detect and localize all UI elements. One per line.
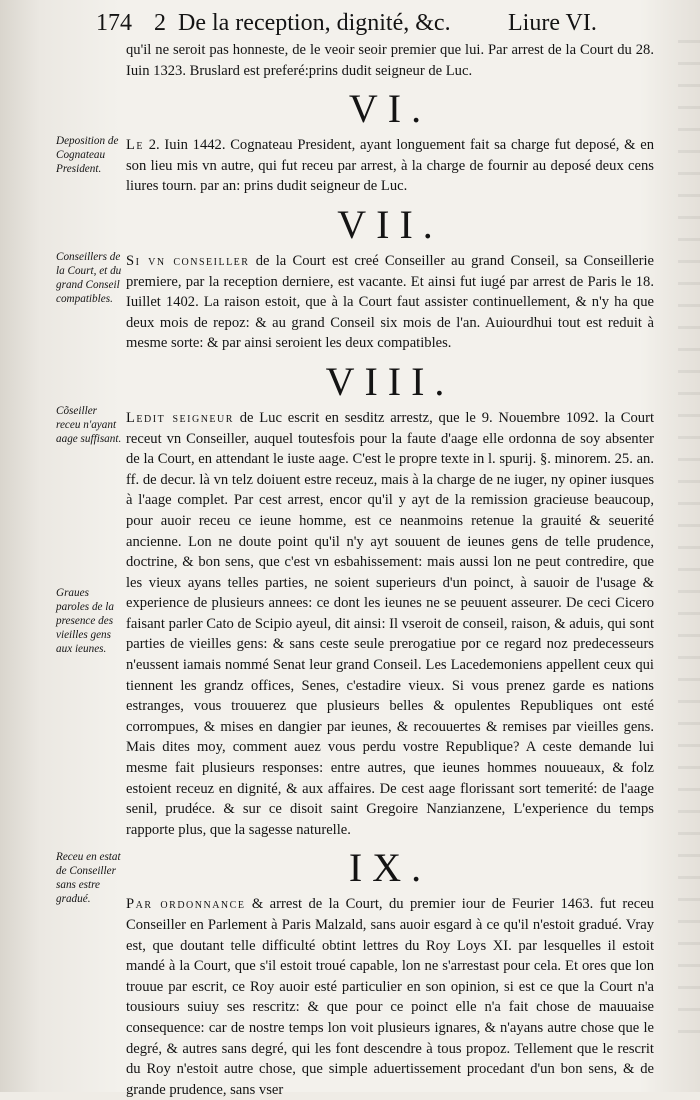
lead-words: Si vn conseiller bbox=[126, 252, 250, 269]
margin-note: Conseillers de la Court, et du grand Conseil compatibles. bbox=[56, 251, 122, 305]
section-heading: IX. bbox=[348, 845, 432, 891]
paragraph bbox=[126, 408, 654, 840]
margin-note: Deposition de Cognateau President. bbox=[56, 135, 119, 175]
paragraph-text: de la Court est creé Conseiller au grand Conseil, sa Conseillerie premiere, par la reception derniere, est vacante. Et ainsi fut iugé par arrest de Paris le 18. Iuillet 1402. La raison estoit, que à la Court faut assister continuellement, & n'y ha que deux mois de repoz: & au grand Conseil six mois de l'an. Auiourdhui tout est reduit à mesme sorte: & par ainsi seroient les deux compatibles. bbox=[126, 252, 654, 352]
signature-mark: 2 bbox=[154, 10, 166, 36]
section-heading: VIII. bbox=[325, 358, 455, 404]
section-heading: VI. bbox=[348, 86, 432, 132]
paragraph bbox=[126, 251, 654, 354]
paragraph-text: & arrest de la Court, du premier iour de Feurier 1463. fut receu Conseiller en Parlement à Paris Malzald, sans auoir esgard à ce qu'il n'estoit gradué. Vray est, que doutant telle difficulté obtint lettres du Roy Loys XI. par lesquelles il estoit mandé à la Court, que s'il estoit troué capable, lon ne s'arrestast pour cela. Et ores que lon trouue par escrit, ce Roy auoir esté particulier en son opinion, si est ce que la Court n'a tousiours suiuy ses rescritz: & que pour ce poinct elle n'a fait chose de mauuaise consequence: car de nostre temps lon voit plusieurs ignares, & n'ayans autre chose que le degré, & autres sans degré, qui les font descendre à tous propoz. Tellement que le rescrit du Roy n'estoit autre chose, que simple aduertissement procedant d'un bon sens, & de grande prudence, sans vser bbox=[126, 896, 654, 1098]
margin-note: Cõseiller receu n'ayant aage suffisant. bbox=[56, 405, 122, 445]
section-heading: VII. bbox=[337, 201, 443, 247]
margin-note: Graues paroles de la presence des vieilles gens aux ieunes. bbox=[56, 587, 115, 655]
lead-words: Par ordonnance bbox=[126, 896, 246, 913]
paragraph bbox=[126, 894, 654, 1100]
paragraph-text: 2. Iuin 1442. Cognateau President, ayant longuement fait sa charge fut deposé, & en son lieu mis vn autre, qui fut receu par arrest, à la charge de fournir au deposé deux cens liures tourn. par an: prins dudit seigneur de Luc. bbox=[126, 137, 654, 195]
lead-words: Le bbox=[126, 137, 145, 154]
running-header bbox=[96, 8, 656, 38]
paragraph bbox=[126, 135, 654, 197]
running-title: De la reception, dignité, &c. bbox=[178, 10, 451, 36]
opening-paragraph: qu'il ne seroit pas honneste, de le veoir seoir premier que lui. Par arrest de la Court du 28. Iuin 1323. Bruslard est preferé:prins dudit seigneur de Luc. bbox=[126, 42, 654, 79]
margin-note: Receu en estat de Conseiller sans estre gradué. bbox=[56, 851, 121, 905]
paragraph-text: de Luc escrit en sesditz arrestz, que le 9. Nouembre 1092. la Court receut vn Conseiller, auquel toutesfois pour la faute d'aage elle ordonna de soy absenter de la Court, en attendant le iuste aage. C'est le propre texte in l. spurij. §. minorem. 25. an. ff. de decur. là vn telz doiuent estre receuz, mais à la charge de ne iuger, ny opiner iusques à l'aage complet. Par cest arrest, encor qu'il y ayt de la remission gracieuse beaucoup, pour auoir receu ce ieune homme, est ce neanmoins retenue la grauité & seuerité ancienne. Lon ne doute point qu'il n'y ayt souuent de ieunes gens de telle prudence, doctrine, & bon sens, que c'est vn esbahissement: mais aussi lon ne peut contredire, que les vieux ayans telles parties, ne soient superieurs d'un poinct, à sauoir de l'usage & experience de plusieurs annees: ce dont les ieunes ne se peuuent asseurer. De ceci Cicero faisant parler Cato de Scipio ayeul, dit ainsi: Il vseroit de conseil, raison, & aduis, qui sont parties de vieilles gens: & sans ceste seule prerogatiue por ce regard noz predecesseurs n'eussent iamais nommé Senat leur grand Conseil. Les Lacedemoniens appellent ceux qui tiennent les grandz offices, Senes, c'estadire vieux. Si vous prenez garde es nations estranges, vous trouuerez que plusieurs belles & opulentes Republiques ont esté corrompues, & mises en dangier par ieunes, & recouuertes & remises par vieilles gens. Mais dites moy, comment auez vous perdu vostre Republique? A ceste demande lui mesme fait plusieurs responses: entre autres, que ieunes hommes nouueaux, & folz estoient receuz en dignité, & aux affaires. De cest aage florissant sort temerité: de l'aage senil, prudéce. & sur ce disoit saint Gregoire Nanzianzene, L'experience du temps rapporte plus, que la sagesse naturelle. bbox=[126, 409, 654, 838]
book-label: Liure VI. bbox=[508, 10, 597, 36]
main-text bbox=[126, 40, 654, 1100]
bleed-through-shadow bbox=[678, 40, 700, 1040]
page-number: 174 bbox=[96, 10, 132, 36]
lead-words: Ledit seigneur bbox=[126, 409, 234, 426]
